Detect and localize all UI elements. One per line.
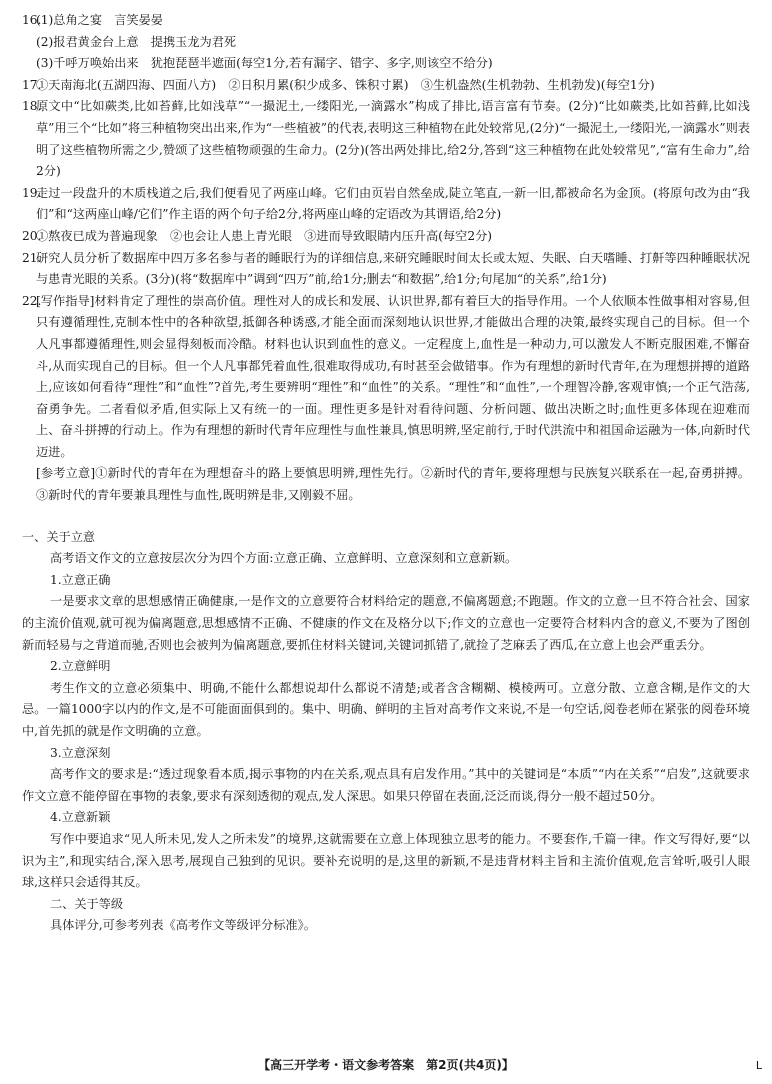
answer-18-text: 原文中“比如蕨类,比如苔藓,比如浅草”“一撮泥土,一缕阳光,一滴露水”构成了排比,语言富有节奏。(2分)“比如蕨类,比如苔藓,比如浅草”用三个“比如”将三种植物突出出来,作为“一些植被”的代表,表明这三种植物在此处较常见,(2分)“一撮泥土,一缕阳光,一滴露水”则表明了这些植物所需之少,赞颂了这些植物顽强的生命力。(2分)(答出两处排比,给2分,答到“这三种植物在此处较常见”,“富有生命力”,给2分) — [36, 99, 750, 179]
answer-16-line-3: (3)千呼万唤始出来 犹抱琵琶半遮面(每空1分,若有漏字、错字、多字,则该空不给分) — [36, 56, 493, 71]
answer-18 — [22, 96, 750, 182]
answer-22 — [22, 291, 750, 507]
question-number: 19. — [22, 185, 42, 200]
answer-21-text: 研究人员分析了数据库中四万多名参与者的睡眠行为的详细信息,来研究睡眠时间太长或太短、失眠、白天嗜睡、打鼾等四种睡眠状况与患青光眼的关系。(3分)(将“数据库中”调到“四万”前,给1分;删去“和数据”,给1分;句尾加“的关系”,给1分) — [36, 250, 750, 287]
question-number: 22. — [22, 293, 42, 308]
question-number: 18. — [22, 99, 42, 114]
section-intro: 高考语文作文的立意按层次分为四个方面:立意正确、立意鲜明、立意深刻和立意新颖。 — [50, 551, 518, 566]
subsection-text-correct: 一是要求文章的思想感情正确健康,一是作文的立意要符合材料给定的题意,不偏离题意;不跑题。作文的立意一旦不符合社会、国家的主流价值观,就可视为偏离题意,思想感情不正确、不健康的作文在及格分以下;作文的立意也一定要符合材料内含的意义,不要为了图创新而轻易与之背道而驰,否则也会被判为偏离题意,要抓住材料关键词,关键词抓错了,就捡了芝麻丢了西瓜,在立意上也会严重丢分。 — [22, 594, 750, 652]
subsection-title-correct: 1.立意正确 — [50, 572, 111, 587]
subsection-text-novel: 写作中要追求“见人所未见,发人之所未发”的境界,这就需要在立意上体现独立思考的能力。不要套作,千篇一律。作文写得好,要“以识为主”,和现实结合,深入思考,展现自己独到的见识。要补充说明的是,这里的新颖,不是违背材料主旨和主流价值观,危言耸听,吸引人眼球,这样只会适得其反。 — [22, 831, 750, 890]
page-footer: 【高三开学考・语文参考答案 第2页(共4页)】 — [258, 1058, 514, 1072]
question-number: 17. — [22, 77, 42, 92]
answer-20 — [22, 226, 750, 248]
answer-20-text: ①熬夜已成为普遍现象 ②也会让人患上青光眼 ③进而导致眼睛内压升高(每空2分) — [36, 228, 493, 243]
answer-21 — [22, 248, 750, 291]
subsection-title-novel: 4.立意新颖 — [50, 810, 111, 825]
question-number: 20. — [22, 228, 42, 243]
answer-16-line-2: (2)报君黄金台上意 提携玉龙为君死 — [36, 34, 237, 49]
section-title-grade: 二、关于等级 — [50, 896, 124, 911]
subsection-title-clear: 2.立意鲜明 — [50, 659, 111, 674]
section-text-grade: 具体评分,可参考列表《高考作文等级评分标准》。 — [50, 918, 316, 933]
scoring-guide-section — [22, 527, 750, 937]
writing-guide-text: [写作指导]材料肯定了理性的崇高价值。理性对人的成长和发展、认识世界,都有着巨大的指导作用。一个人依顺本性做事相对容易,但只有遵循理性,克制本性中的各种欲望,抵御各种诱惑,才能全面而深刻地认识世界,才能做出合理的决策,最终实现自己的目标。但一个人凡事都遵循理性,则会显得刻板而冷酷。材料也认识到血性的意义。一定程度上,血性是一种动力,可以激发人不断克服困难,不懈奋斗,从而实现自己的目标。但一个人凡事都凭着血性,很难取得成功,有时甚至会做错事。作为有理想的新时代青年,在为理想拼搏的道路上,应该如何看待“理性”和“血性”?首先,考生要辨明“理性”和“血性”的关系。“理性”和“血性”,一个理智冷静,客观审慎;一个正气浩荡,奋勇争先。二者看似矛盾,但实际上又有统一的一面。理性更多是针对看待问题、分析问题、做出决断之时;血性更多体现在迎难而上、奋斗拼搏的行动上。作为有理想的新时代青年应理性与血性兼具,慎思明辨,坚定前行,于时代洪流中和祖国命运融为一体,向新时代迈进。 — [36, 293, 750, 459]
subsection-text-deep: 高考作文的要求是:“透过现象看本质,揭示事物的内在关系,观点具有启发作用。”其中的关键词是“本质”“内在关系”“启发”,这就要求作文立意不能停留在事物的表象,要求有深刻透彻的观点,发人深思。如果只停留在表面,泛泛而谈,得分一般不超过50分。 — [22, 767, 750, 803]
answer-16-line-1: (1)总角之宴 言笑晏晏 — [36, 13, 163, 27]
answer-19 — [22, 183, 750, 226]
answer-17 — [22, 75, 750, 97]
reference-theme-text: [参考立意]①新时代的青年在为理想奋斗的路上要慎思明辨,理性先行。②新时代的青年,要将理想与民族复兴联系在一起,奋勇拼搏。③新时代的青年要兼具理性与血性,既明辨是非,又刚毅不屈。 — [36, 466, 750, 503]
subsection-title-deep: 3.立意深刻 — [50, 745, 111, 760]
question-number: 21. — [22, 250, 42, 265]
section-title-theme: 一、关于立意 — [22, 529, 96, 544]
question-number: 16. — [22, 13, 42, 27]
answer-16 — [22, 10, 750, 32]
answer-17-text: ①天南海北(五湖四海、四面八方) ②日积月累(积少成多、铢积寸累) ③生机盎然(生机勃勃、生机勃发)(每空1分) — [36, 77, 655, 92]
answer-19-text: 走过一段盘升的木质栈道之后,我们便看见了两座山峰。它们由页岩自然垒成,陡立笔直,一新一旧,都被命名为金顶。(将原句改为由“我们”和“这两座山峰/它们”作主语的两个句子给2分,将两座山峰的定语改为其谓语,给2分) — [36, 185, 750, 222]
corner-mark: L — [755, 1059, 762, 1072]
subsection-text-clear: 考生作文的立意必须集中、明确,不能什么都想说却什么都说不清楚;或者含含糊糊、模棱两可。立意分散、立意含糊,是作文的大忌。一篇1000字以内的作文,是不可能面面俱到的。集中、明确、鲜明的主旨对高考作文来说,不是一句空话,阅卷老师在紧张的阅卷环境中,首先抓的就是作文明确的立意。 — [22, 680, 750, 738]
answers-section — [22, 10, 750, 507]
